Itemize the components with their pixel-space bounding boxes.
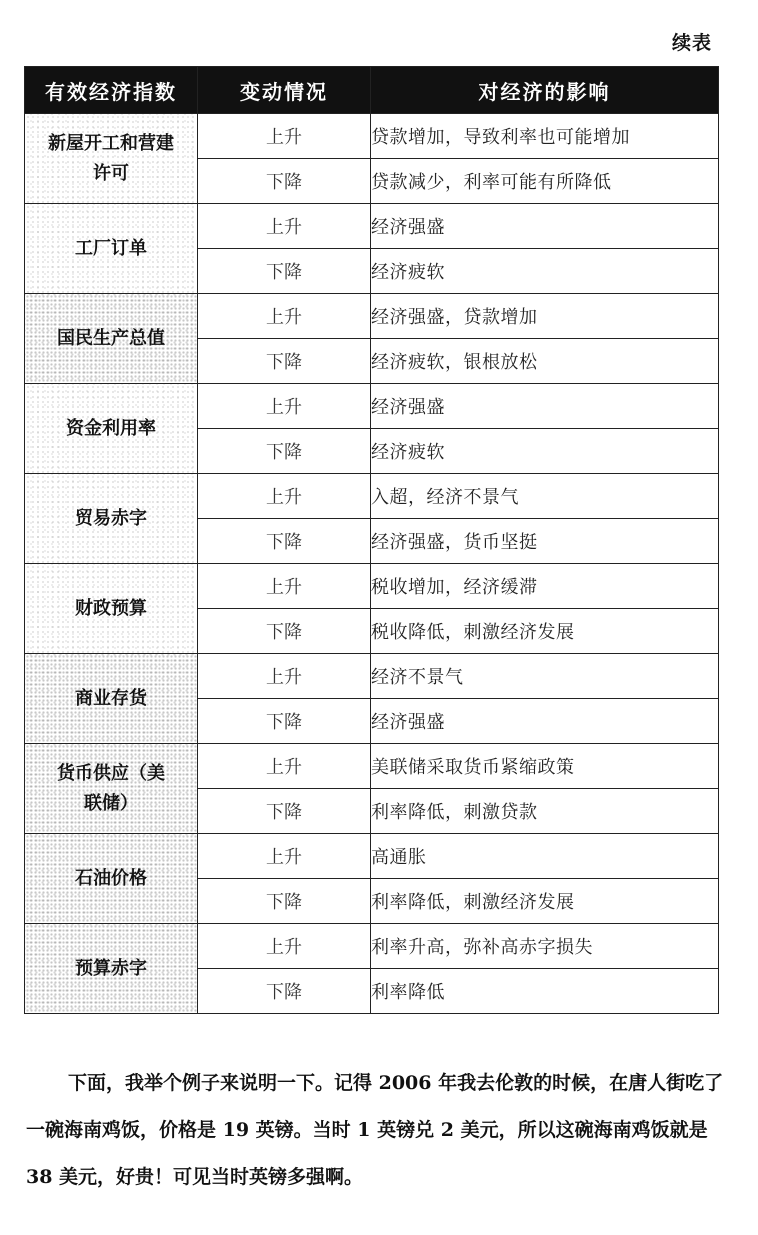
effect-cell: 利率升高，弥补高赤字损失 <box>371 924 719 969</box>
effect-cell: 高通胀 <box>371 834 719 879</box>
economic-indicators-table <box>24 66 719 1014</box>
indicator-cell <box>25 744 198 834</box>
table-row <box>25 924 719 969</box>
change-cell: 上升 <box>198 294 371 339</box>
effect-cell: 美联储采取货币紧缩政策 <box>371 744 719 789</box>
effect-cell: 税收降低，刺激经济发展 <box>371 609 719 654</box>
table-row <box>25 834 719 879</box>
column-header-change: 变动情况 <box>198 67 371 114</box>
indicator-cell <box>25 114 198 204</box>
effect-cell: 经济疲软 <box>371 429 719 474</box>
change-cell: 下降 <box>198 699 371 744</box>
effect-cell: 经济不景气 <box>371 654 719 699</box>
effect-cell: 入超，经济不景气 <box>371 474 719 519</box>
effect-cell: 经济强盛 <box>371 204 719 249</box>
effect-cell: 经济疲软，银根放松 <box>371 339 719 384</box>
change-cell: 上升 <box>198 924 371 969</box>
effect-cell: 经济强盛 <box>371 384 719 429</box>
change-cell: 上升 <box>198 834 371 879</box>
table-row <box>25 384 719 429</box>
table-row <box>25 204 719 249</box>
indicator-cell: 财政预算 <box>25 564 198 654</box>
change-cell: 上升 <box>198 384 371 429</box>
change-cell: 下降 <box>198 429 371 474</box>
change-cell: 上升 <box>198 474 371 519</box>
effect-cell: 贷款减少，利率可能有所降低 <box>371 159 719 204</box>
change-cell: 下降 <box>198 159 371 204</box>
table-header-row <box>25 67 719 114</box>
effect-cell: 经济强盛，货币坚挺 <box>371 519 719 564</box>
indicator-label: 新屋开工和营建许可 <box>48 132 174 184</box>
change-cell: 下降 <box>198 609 371 654</box>
indicator-cell: 工厂订单 <box>25 204 198 294</box>
column-header-indicator: 有效经济指数 <box>25 67 198 114</box>
paragraph-text: 下面，我举个例子来说明一下。记得 2006 年我去伦敦的时候，在唐人街吃了一碗海南鸡饭，价格是 19 英镑。当时 1 英镑兑 2 美元，所以这碗海南鸡饭就是 38 美元，好贵！可见当时英镑多强啊。 <box>26 1072 724 1188</box>
change-cell: 下降 <box>198 969 371 1014</box>
change-cell: 下降 <box>198 249 371 294</box>
effect-cell: 税收增加，经济缓滞 <box>371 564 719 609</box>
change-cell: 下降 <box>198 519 371 564</box>
continued-label: 续表 <box>671 32 712 54</box>
effect-cell: 贷款增加，导致利率也可能增加 <box>371 114 719 159</box>
table-row <box>25 294 719 339</box>
indicator-cell: 资金利用率 <box>25 384 198 474</box>
column-header-effect: 对经济的影响 <box>371 67 719 114</box>
change-cell: 上升 <box>198 744 371 789</box>
indicator-cell: 国民生产总值 <box>25 294 198 384</box>
change-cell: 上升 <box>198 654 371 699</box>
effect-cell: 利率降低，刺激贷款 <box>371 789 719 834</box>
table-row <box>25 654 719 699</box>
effect-cell: 利率降低，刺激经济发展 <box>371 879 719 924</box>
change-cell: 上升 <box>198 564 371 609</box>
effect-cell: 经济强盛，贷款增加 <box>371 294 719 339</box>
effect-cell: 经济疲软 <box>371 249 719 294</box>
change-cell: 下降 <box>198 339 371 384</box>
change-cell: 下降 <box>198 879 371 924</box>
effect-cell: 利率降低 <box>371 969 719 1014</box>
change-cell: 下降 <box>198 789 371 834</box>
indicator-cell: 石油价格 <box>25 834 198 924</box>
table-row <box>25 564 719 609</box>
table-row <box>25 114 719 159</box>
indicator-cell: 贸易赤字 <box>25 474 198 564</box>
table-row <box>25 474 719 519</box>
indicator-cell: 商业存货 <box>25 654 198 744</box>
table-row <box>25 744 719 789</box>
indicator-cell: 预算赤字 <box>25 924 198 1014</box>
change-cell: 上升 <box>198 204 371 249</box>
body-paragraph <box>26 1060 726 1201</box>
change-cell: 上升 <box>198 114 371 159</box>
indicator-label: 货币供应（美联储） <box>57 762 165 814</box>
effect-cell: 经济强盛 <box>371 699 719 744</box>
